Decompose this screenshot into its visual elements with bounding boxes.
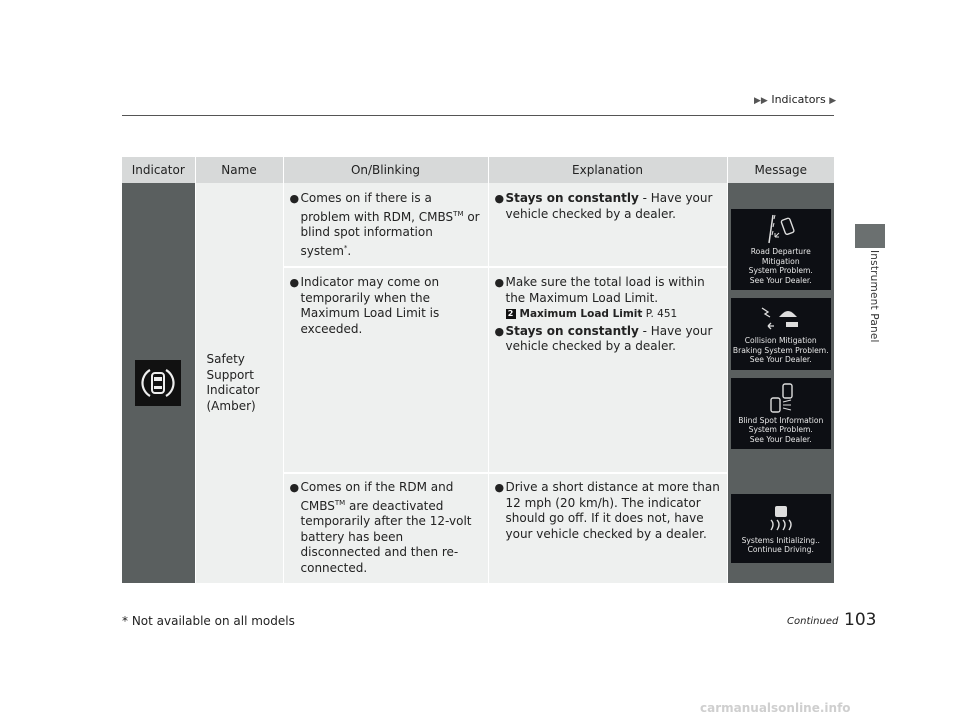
road-departure-icon: [761, 213, 801, 245]
name-line: (Amber): [206, 398, 256, 413]
message-line: Systems Initializing..: [741, 535, 820, 545]
name-line: Indicator: [206, 383, 260, 397]
on-blinking-text: Indicator may come on temporarily when the Maximum Load Limit is exceeded.: [300, 275, 440, 336]
page-number: 103: [844, 610, 877, 630]
header-indicator: Indicator: [122, 157, 195, 183]
explanation-cell: [488, 183, 727, 267]
header-rule: [122, 115, 834, 116]
header-message: Message: [727, 157, 834, 183]
header-name: Name: [195, 157, 283, 183]
message-screen: [731, 298, 831, 370]
explanation-text: Stays on constantly - Have your vehicle checked by a dealer.: [505, 191, 713, 221]
message-line: Continue Driving.: [747, 545, 814, 554]
message-line: See Your Dealer.: [749, 275, 812, 285]
message-cell: [727, 183, 834, 473]
blind-spot-icon: [759, 382, 803, 414]
on-blinking-text: Comes on if the RDM and CMBS™ are deactivated temporarily after the 12-volt battery has been disconnected and then re-connected.: [300, 480, 472, 575]
table-row: [122, 183, 834, 267]
arrow-icon: ▶: [829, 96, 837, 106]
systems-initializing-icon: [763, 502, 799, 534]
indicator-cell: [122, 183, 195, 583]
on-blinking-cell: [283, 473, 488, 583]
message-screen: [731, 209, 831, 290]
message-line: System Problem.: [748, 425, 813, 434]
on-blinking-text: Comes on if there is a problem with RDM, CMBS™ or blind spot information system*.: [300, 191, 480, 258]
bullet-icon: ●: [494, 324, 505, 338]
message-screen: [731, 494, 831, 563]
explanation-text: Make sure the total load is within the Maximum Load Limit.: [505, 275, 705, 305]
header-on-blinking: On/Blinking: [283, 157, 488, 183]
name-line: Safety Support: [206, 352, 254, 382]
explanation-text: Stays on constantly - Have your vehicle checked by a dealer.: [505, 323, 713, 353]
safety-support-indicator-icon: [135, 360, 181, 406]
on-blinking-cell: [283, 267, 488, 473]
bullet-icon: ●: [289, 276, 300, 289]
message-line: See Your Dealer.: [749, 355, 812, 364]
bullet-icon: ●: [289, 481, 300, 494]
breadcrumb: [754, 93, 836, 106]
header-explanation: Explanation: [488, 157, 727, 183]
breadcrumb-text: Indicators: [771, 93, 826, 106]
bullet-icon: ●: [494, 192, 505, 205]
explanation-cell: [488, 267, 727, 473]
footnote: * Not available on all models: [122, 614, 295, 628]
bullet-icon: ●: [494, 276, 505, 289]
message-cell: [727, 473, 834, 583]
on-blinking-cell: [283, 183, 488, 267]
cross-reference-link[interactable]: 2 Maximum Load Limit P. 451: [495, 307, 721, 323]
collision-mitigation-icon: [756, 302, 806, 334]
double-arrow-icon: ▶▶: [754, 96, 768, 106]
chapter-label: Instrument Panel: [868, 250, 880, 343]
reference-arrow-icon: 2: [506, 309, 516, 319]
message-line: Collision Mitigation: [744, 336, 817, 345]
continued-label: Continued: [787, 616, 839, 627]
chapter-tab: [855, 224, 885, 248]
message-line: System Problem.: [748, 266, 813, 275]
indicator-table: [122, 157, 834, 583]
message-line: See Your Dealer.: [749, 434, 812, 444]
message-line: Blind Spot Information: [738, 415, 824, 425]
message-screen: [731, 378, 831, 450]
name-cell: [195, 183, 283, 583]
watermark: carmanualsonline.info: [700, 701, 851, 715]
message-line: Road Departure Mitigation: [750, 247, 811, 266]
message-line: Braking System Problem.: [732, 345, 829, 355]
bullet-icon: ●: [494, 481, 505, 494]
explanation-cell: [488, 473, 727, 583]
explanation-text: Drive a short distance at more than 12 mph (20 km/h). The indicator should go off. If it does not, have your vehicle checked by a dealer.: [505, 480, 720, 541]
bullet-icon: ●: [289, 192, 300, 205]
table-header-row: [122, 157, 834, 183]
